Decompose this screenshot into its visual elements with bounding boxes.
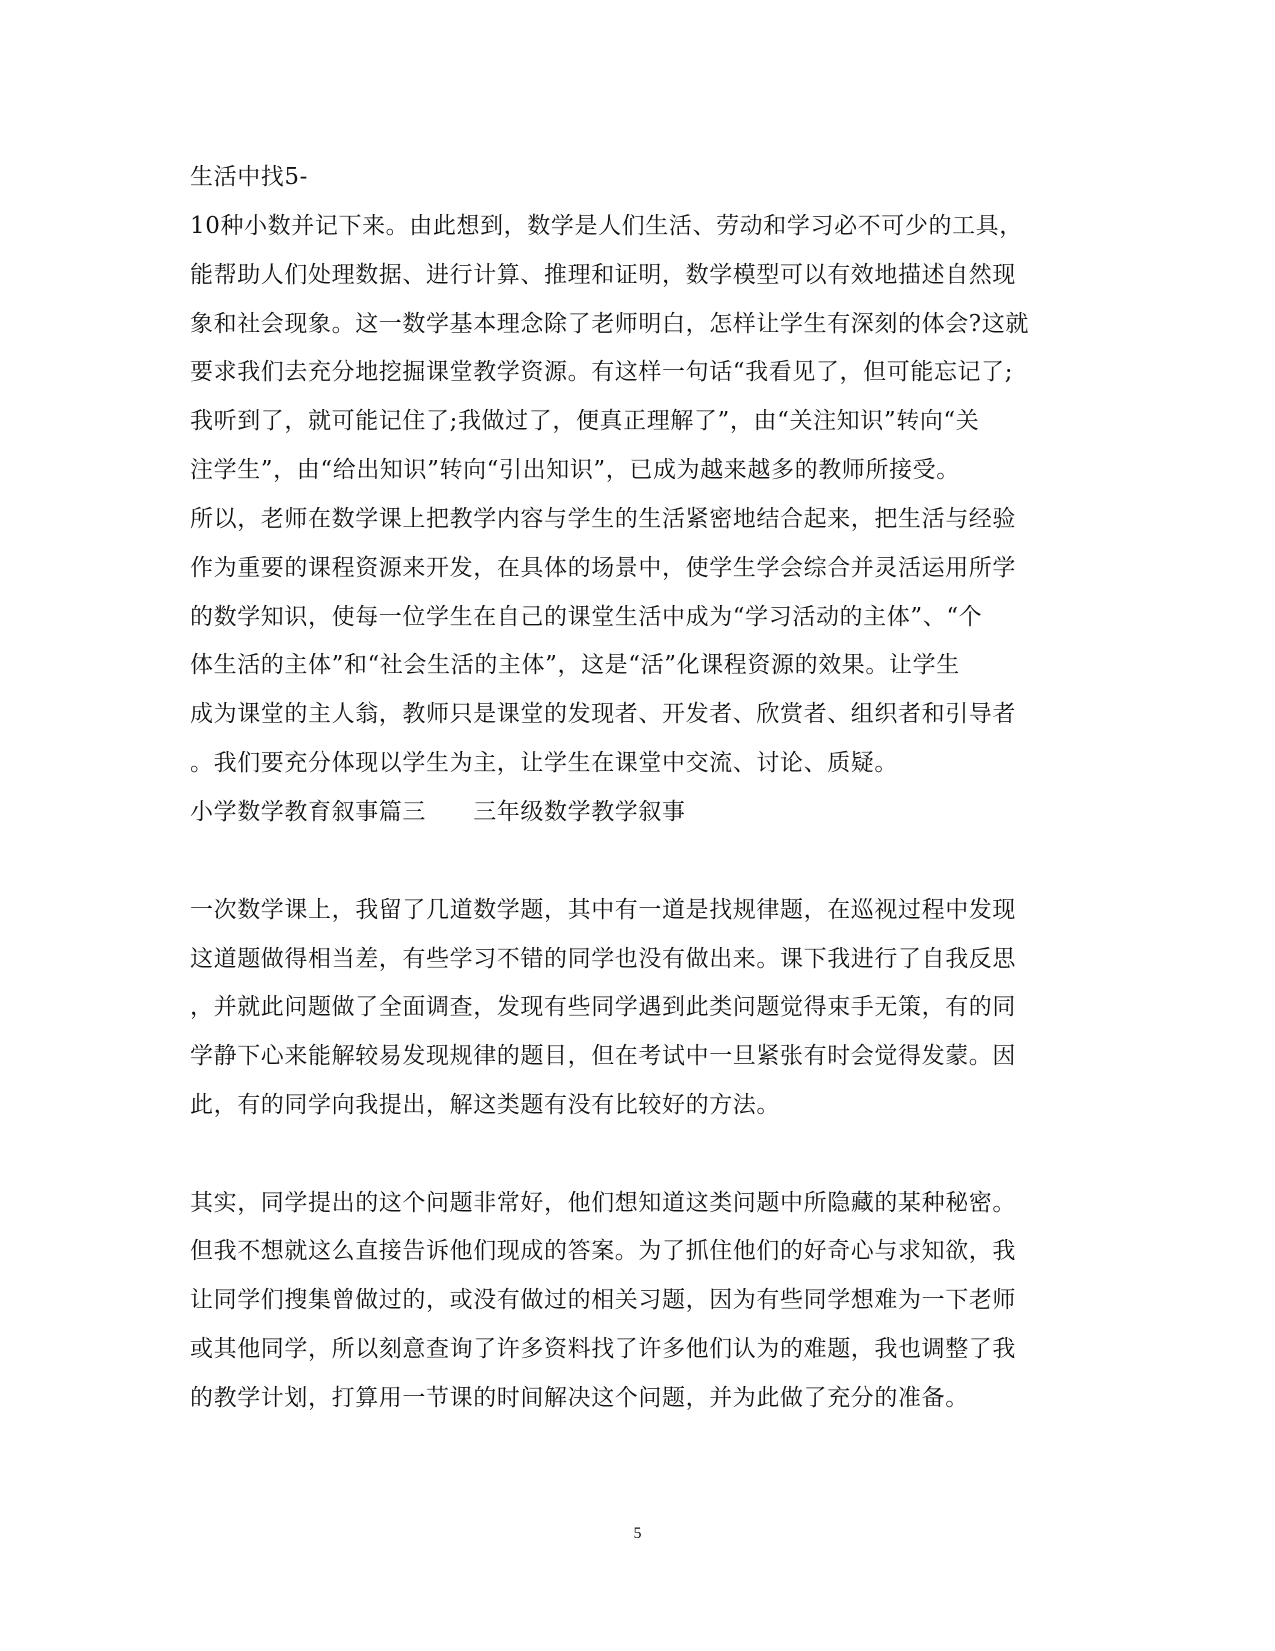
text-line: 其实，同学提出的这个问题非常好，他们想知道这类问题中所隐藏的某种秘密。 (190, 1190, 1016, 1216)
text-line: 让同学们搜集曾做过的，或没有做过的相关习题，因为有些同学想难为一下老师 (190, 1287, 1016, 1313)
text-line: 注学生”，由“给出知识”转向“引出知识”，已成为越来越多的教师所接受。 (190, 457, 960, 483)
text-line: 我听到了，就可能记住了;我做过了，便真正理解了”，由“关注知识”转向“关 (190, 408, 980, 434)
text-line: 一次数学课上，我留了几道数学题，其中有一道是找规律题，在巡视过程中发现 (190, 897, 1016, 923)
text-line: 作为重要的课程资源来开发，在具体的场景中，使学生学会综合并灵活运用所学 (190, 555, 1016, 581)
text-line: 象和社会现象。这一数学基本理念除了老师明白，怎样让学生有深刻的体会?这就 (190, 311, 1029, 337)
text-line: 此，有的同学向我提出，解这类题有没有比较好的方法。 (190, 1092, 780, 1118)
text-line: 要求我们去充分地挖掘课堂教学资源。有这样一句话“我看见了，但可能忘记了; (190, 359, 1014, 385)
page-number: 5 (633, 1525, 642, 1542)
text-line: ，并就此问题做了全面调查，发现有些同学遇到此类问题觉得束手无策，有的同 (190, 994, 1016, 1020)
text-line: 的教学计划，打算用一节课的时间解决这个问题，并为此做了充分的准备。 (190, 1385, 969, 1411)
text-line: 生活中找5- (190, 164, 309, 190)
text-line: 的数学知识，使每一位学生在自己的课堂生活中成为“学习活动的主体”、“个 (190, 604, 983, 630)
text-line: 10种小数并记下来。由此想到，数学是人们生活、劳动和学习必不可少的工具， (190, 213, 1023, 239)
text-line: 学静下心来能解较易发现规律的题目，但在考试中一旦紧张有时会觉得发蒙。因 (190, 1043, 1016, 1069)
text-line: 。我们要充分体现以学生为主，让学生在课堂中交流、讨论、质疑。 (190, 750, 898, 776)
text-line: 体生活的主体”和“社会生活的主体”，这是“活”化课程资源的效果。让学生 (190, 652, 960, 678)
text-line: 所以，老师在数学课上把教学内容与学生的生活紧密地结合起来，把生活与经验 (190, 506, 1016, 532)
text-line: 成为课堂的主人翁，教师只是课堂的发现者、开发者、欣赏者、组织者和引导者 (190, 701, 1016, 727)
text-line: 这道题做得相当差，有些学习不错的同学也没有做出来。课下我进行了自我反思 (190, 946, 1016, 972)
text-line: 能帮助人们处理数据、进行计算、推理和证明，数学模型可以有效地描述自然现 (190, 262, 1016, 288)
text-line: 或其他同学，所以刻意查询了许多资料找了许多他们认为的难题，我也调整了我 (190, 1336, 1016, 1362)
text-line: 但我不想就这么直接告诉他们现成的答案。为了抓住他们的好奇心与求知欲，我 (190, 1238, 1016, 1264)
section-heading: 小学数学教育叙事篇三 三年级数学教学叙事 (190, 799, 686, 825)
